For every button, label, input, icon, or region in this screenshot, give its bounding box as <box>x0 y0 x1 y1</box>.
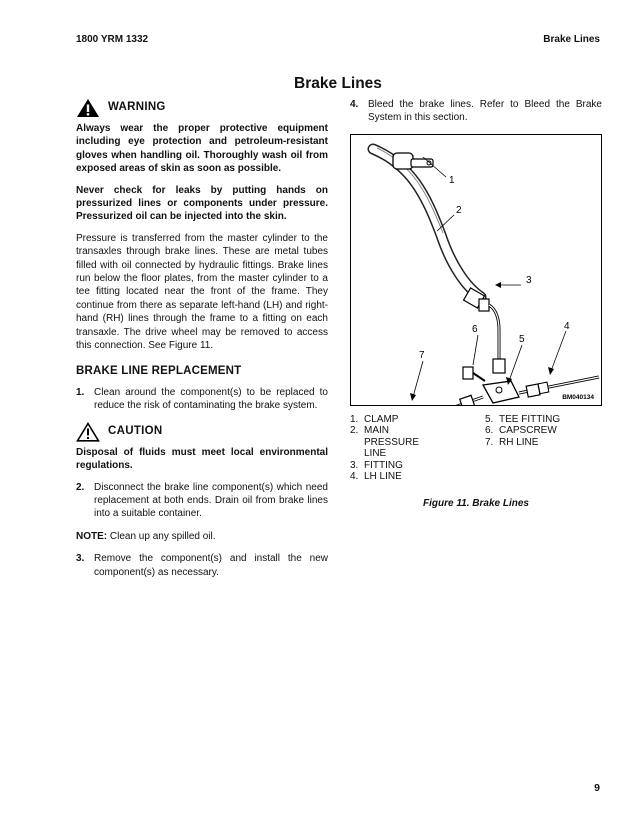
section-heading: BRAKE LINE REPLACEMENT <box>76 364 242 377</box>
figure-brake-lines <box>350 134 602 406</box>
step-4-number: 4. <box>350 99 359 110</box>
legend-text: CLAMP <box>364 413 399 425</box>
legend-number: 4. <box>350 471 359 483</box>
step-3-number: 3. <box>76 553 85 565</box>
step-1-number: 1. <box>76 386 85 398</box>
callout-5: 5 <box>519 333 525 345</box>
legend-item <box>350 471 485 483</box>
caution-label: CAUTION <box>108 425 163 438</box>
header-doc-number: 1800 YRM 1332 <box>76 34 149 45</box>
step-1-text: Clean around the component(s) to be replaced to reduce the risk of contaminating the brake system. <box>94 386 328 412</box>
legend-number: 2. <box>350 425 359 437</box>
callout-4: 4 <box>564 320 570 332</box>
warning-banner <box>76 98 328 118</box>
step-2 <box>76 481 328 521</box>
page-title: Brake Lines <box>294 75 382 92</box>
legend-text: TEE FITTING <box>499 413 561 425</box>
right-column <box>350 98 602 510</box>
callout-7: 7 <box>419 349 425 361</box>
step-2-number: 2. <box>76 481 85 493</box>
caution-banner <box>76 422 328 442</box>
legend-item <box>350 425 485 460</box>
step-1 <box>76 386 328 413</box>
note <box>76 530 328 543</box>
left-column <box>76 98 328 588</box>
figure-code: BM040134 <box>562 393 594 401</box>
figure-caption: Figure 11. Brake Lines <box>423 497 529 509</box>
callout-2: 2 <box>456 204 462 216</box>
caution-text: Disposal of fluids must meet local environmental regulations. <box>76 446 328 472</box>
legend-item <box>350 460 485 472</box>
warning-label: WARNING <box>108 101 166 114</box>
callout-6: 6 <box>472 323 478 335</box>
legend-right-column <box>485 414 560 483</box>
legend-number: 1. <box>350 413 359 425</box>
callout-1: 1 <box>449 174 455 186</box>
warning-text-1: Always wear the proper protective equipment including eye protection and petroleum-resistant gloves when handling oil. Thoroughly wash oil from exposed areas of skin as soon as possible. <box>76 123 328 175</box>
step-3-text: Remove the component(s) and install the new component(s) as necessary. <box>94 553 328 578</box>
legend-text: MAIN PRESSURE LINE <box>364 425 420 460</box>
legend-item <box>485 437 560 449</box>
callout-3: 3 <box>526 274 532 286</box>
legend-item <box>485 425 560 437</box>
legend-text: CAPSCREW <box>499 425 557 437</box>
legend-item <box>350 414 485 426</box>
warning-text-2: Never check for leaks by putting hands on pressurized lines or components under pressure. Pressurized oil can be injected into the skin. <box>76 184 328 223</box>
intro-paragraph: Pressure is transferred from the master cylinder to the transaxles through brake lines. These are metal tubes filled with oil connected by hydraulic fittings. Brake lines run below the floor plates, from the master cylinder to a tee fitting located near the front of the frame. They continue from there as separate left-hand (LH) and right-hand (RH) lines through the frame to a fitting on each transaxle. The drive wheel may be removed to access this connection. See Figure 11. <box>76 232 328 352</box>
note-label: NOTE: <box>76 530 108 542</box>
legend-text: FITTING <box>364 459 403 471</box>
legend-number: 5. <box>485 413 494 425</box>
legend-text: RH LINE <box>499 436 539 448</box>
step-3 <box>76 552 328 579</box>
legend-number: 6. <box>485 425 494 437</box>
header-section-title: Brake Lines <box>543 34 600 45</box>
warning-icon <box>76 98 100 118</box>
note-text: Clean up any spilled oil. <box>107 530 216 542</box>
legend-item <box>485 414 560 426</box>
step-4 <box>350 98 602 125</box>
legend-number: 3. <box>350 459 359 471</box>
legend-number: 7. <box>485 436 494 448</box>
page-number: 9 <box>594 782 600 794</box>
legend-left-column <box>350 414 485 483</box>
brake-lines-illustration <box>351 135 601 405</box>
step-4-text: Bleed the brake lines. Refer to Bleed the Brake System in this section. <box>368 99 602 124</box>
figure-legend <box>350 414 602 483</box>
legend-text: LH LINE <box>364 471 402 483</box>
caution-icon <box>76 422 100 442</box>
step-2-text: Disconnect the brake line component(s) which need replacement at both ends. Drain oil from brake lines into a suitable container. <box>94 481 328 520</box>
